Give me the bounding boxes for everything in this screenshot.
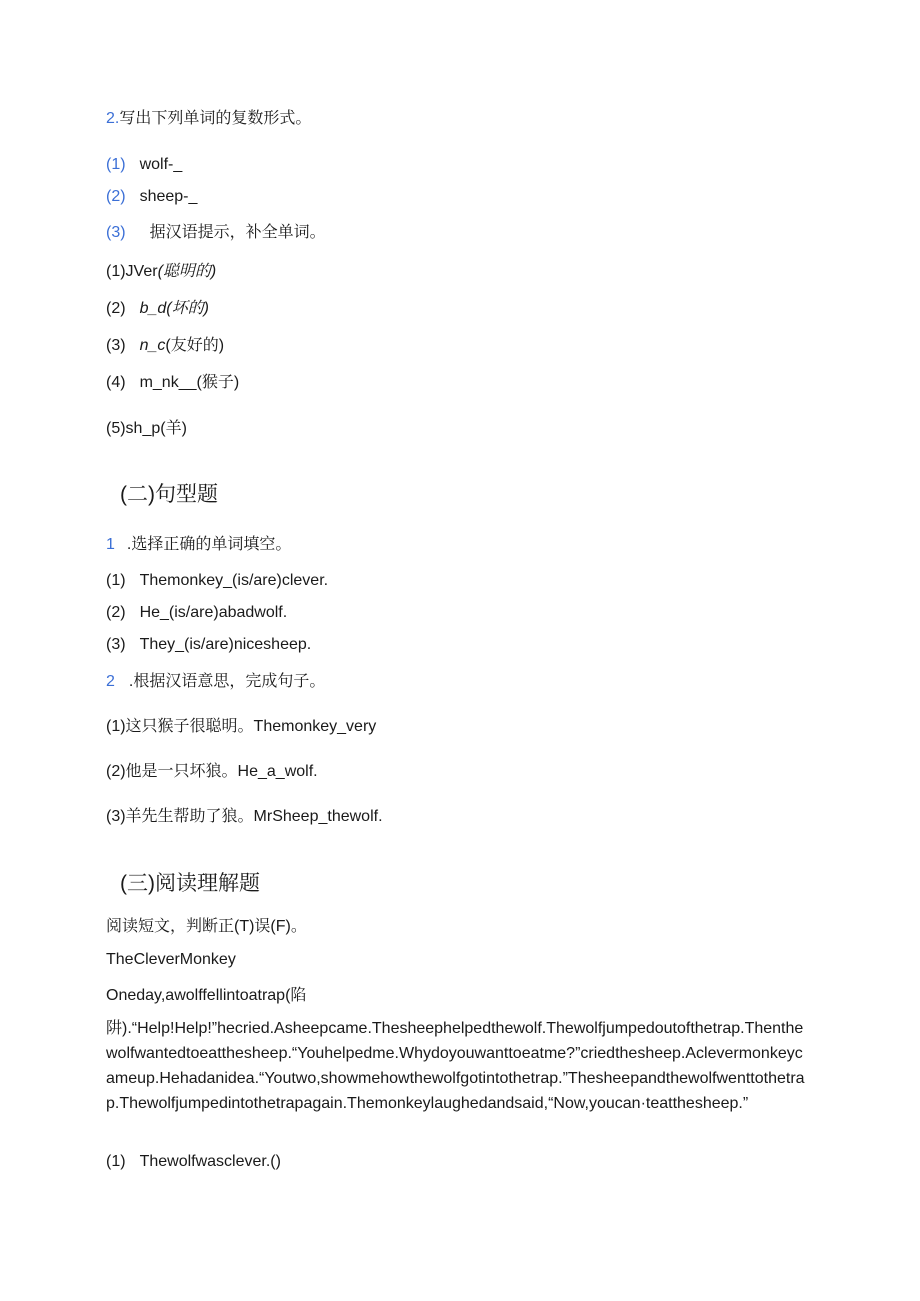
list-item <box>106 571 328 591</box>
question-2-heading <box>106 109 311 129</box>
item-text: 据汉语提示，补全单词。 <box>149 224 326 241</box>
question-number: 1 <box>106 536 115 553</box>
item-text: Themonkey_(is/are)clever. <box>139 572 329 589</box>
item-number: (3) <box>106 224 126 241</box>
question-2-heading <box>106 672 325 692</box>
fill-word-text: m_nk__(猴子) <box>139 374 240 391</box>
fill-word-item <box>106 299 209 319</box>
question-prompt: .根据汉语意思，完成句子。 <box>128 673 326 690</box>
story-first-line: Oneday,awolffellintoatrap(陷 <box>106 987 307 1004</box>
fill-word-item <box>106 419 187 439</box>
fill-word-text: n_c <box>139 337 166 354</box>
fill-word-item <box>106 336 224 356</box>
story-title: TheCleverMonkey <box>106 951 236 968</box>
fill-word-number: (2) <box>106 300 126 317</box>
item-text: wolf-_ <box>139 156 183 173</box>
list-item: (2)他是一只坏狼。He_a_wolf. <box>106 763 318 780</box>
item-text: Thewolfwasclever.() <box>139 1153 281 1170</box>
list-item <box>106 223 326 243</box>
item-number: (1) <box>106 1153 126 1170</box>
list-item: (1)这只猴子很聪明。Themonkey_very <box>106 718 377 735</box>
question-number: 2. <box>106 110 120 127</box>
question-prompt: .选择正确的单词填空。 <box>126 536 292 553</box>
item-text: He_(is/are)abadwolf. <box>139 604 288 621</box>
fill-word-item <box>106 373 239 393</box>
question-1-heading <box>106 535 291 555</box>
item-number: (3) <box>106 636 126 653</box>
item-number: (1) <box>106 572 126 589</box>
fill-word-hint: (聪明的) <box>157 263 217 280</box>
reading-instruction: 阅读短文，判断正(T)误(F)。 <box>106 918 307 935</box>
list-item <box>106 155 182 175</box>
story-body: 阱).“Help!Help!”hecried.Asheepcame.Thesheephelpedthewolf.Thewolfjumpedoutofthetrap.Thenthewolfwantedtoeatthesheep.“Youhelpedme.Whydoyouwanttoeatme?”criedthesheep.Aclevermonkeycameup.Hehadanidea.“Youtwo,showmehowthewolfgotintothetrap.”Thesheepandthewolfwenttothetrap.Thewolfjumpedintothetrapagain.Themonkeylaughedandsaid,“Now,youcan·teatthesheep.” <box>106 1020 805 1112</box>
fill-word-number: (3) <box>106 337 126 354</box>
list-item <box>106 603 287 623</box>
section-heading: (三)阅读理解题 <box>120 872 260 895</box>
fill-word-hint: (友好的) <box>165 337 225 354</box>
item-text: They_(is/are)nicesheep. <box>139 636 312 653</box>
fill-word-hint: (坏的) <box>166 300 209 317</box>
list-item <box>106 1152 281 1172</box>
list-item: (3)羊先生帮助了狼。MrSheep_thewolf. <box>106 808 383 825</box>
question-prompt: 写出下列单词的复数形式。 <box>119 110 312 127</box>
question-number: 2 <box>106 673 115 690</box>
list-item <box>106 187 197 207</box>
list-item <box>106 635 311 655</box>
fill-word-item <box>106 262 216 282</box>
fill-word-number: (4) <box>106 374 126 391</box>
section-heading: (二)句型题 <box>120 483 218 506</box>
item-number: (1) <box>106 156 126 173</box>
item-text: sheep-_ <box>139 188 198 205</box>
fill-word-text: (1)JVer <box>106 263 158 280</box>
item-number: (2) <box>106 604 126 621</box>
item-number: (2) <box>106 188 126 205</box>
fill-word-text: (5)sh_p(羊) <box>106 420 187 437</box>
fill-word-text: b_d <box>139 300 167 317</box>
